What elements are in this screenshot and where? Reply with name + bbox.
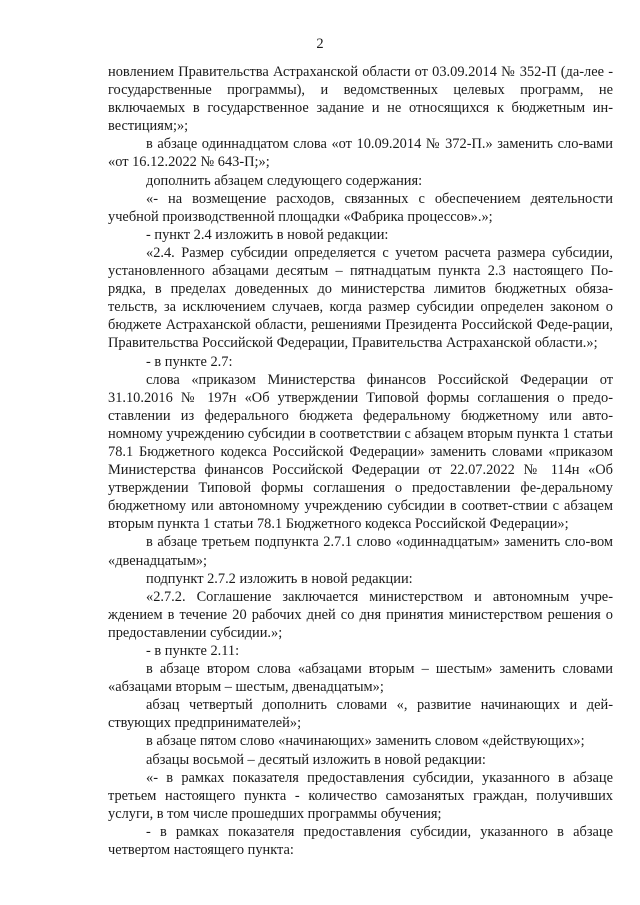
paragraph: «2.4. Размер субсидии определяется с учетом расчета размера субсидии, установленного абзацами десятым – пятнадцатым пункта 2.3 настоящего По-рядка, в пределах доведенных до министерства лимитов бюджетных обяза-тельств, за исключением случаев, когда размер субсидии определен законом о бюджете Астраханской области, решениями Президента Российской Феде-рации, Правительства Российской Федерации, Правительства Астраханской области.»; xyxy=(108,244,613,352)
paragraph: абзац четвертый дополнить словами «, развитие начинающих и дей-ствующих предпринимателей»; xyxy=(108,697,613,732)
paragraph: в абзаце пятом слово «начинающих» заменить словом «действующих»; xyxy=(146,733,585,750)
paragraph: в абзаце одиннадцатом слова «от 10.09.2014 № 372-П.» заменить сло-вами «от 16.12.2022 № 643-П;»; xyxy=(108,136,613,171)
paragraph: абзацы восьмой – десятый изложить в новой редакции: xyxy=(146,751,486,768)
paragraph: в абзаце третьем подпункта 2.7.1 слово «одиннадцатым» заменить сло-вом «двенадцатым»; xyxy=(108,534,613,569)
paragraph: подпункт 2.7.2 изложить в новой редакции: xyxy=(146,570,413,587)
paragraph: - пункт 2.4 изложить в новой редакции: xyxy=(146,226,389,243)
paragraph: в абзаце втором слова «абзацами вторым – шестым» заменить словами «абзацами вторым – шестым, двенадцатым»; xyxy=(108,661,613,696)
page-number: 2 xyxy=(316,36,324,52)
document-body xyxy=(108,63,613,859)
paragraph: - в рамках показателя предоставления субсидии, указанного в абзаце четвертом настоящего пункта: xyxy=(108,823,613,859)
paragraph: - в пункте 2.7: xyxy=(146,353,233,370)
paragraph: - в пункте 2.11: xyxy=(146,643,240,659)
paragraph: новлением Правительства Астраханской области от 03.09.2014 № 352-П (да-лее - государственные программы), и ведомственных целевых программ, не включаемых в государственное задание и не относящихся к бюджетным ин-вестициям;»; xyxy=(108,64,613,135)
paragraph: «- в рамках показателя предоставления субсидии, указанного в абзаце третьем настоящего пункта - количество самозанятых граждан, получивших услуги, в том числе прошедших программы обучения; xyxy=(108,769,613,822)
paragraph: слова «приказом Министерства финансов Российской Федерации от 31.10.2016 № 197н «Об утверждении Типовой формы соглашения о предо-ставлении из федерального бюджета федеральному бюджетному или авто-номному учреждению субсидии в соответствии с абзацем вторым пункта 1 статьи 78.1 Бюджетного кодекса Российской Федерации» заменить словами «приказом Министерства финансов Российской Федерации от 22.07.2022 № 114н «Об утверждении Типовой формы соглашения о предоставлении фе-деральному бюджетному или автономному учреждению субсидии в соответ-ствии с абзацем вторым пункта 1 статьи 78.1 Бюджетного кодекса Российской Федерации»; xyxy=(108,371,613,533)
paragraph: «- на возмещение расходов, связанных с обеспечением деятельности учебной производственной площадки «Фабрика процессов».»; xyxy=(108,190,613,225)
paragraph: дополнить абзацем следующего содержания: xyxy=(146,172,423,189)
paragraph: «2.7.2. Соглашение заключается министерством и автономным учре-ждением в течение 20 рабочих дней со дня принятия министерством решения о предоставлении субсидии.»; xyxy=(108,588,613,641)
